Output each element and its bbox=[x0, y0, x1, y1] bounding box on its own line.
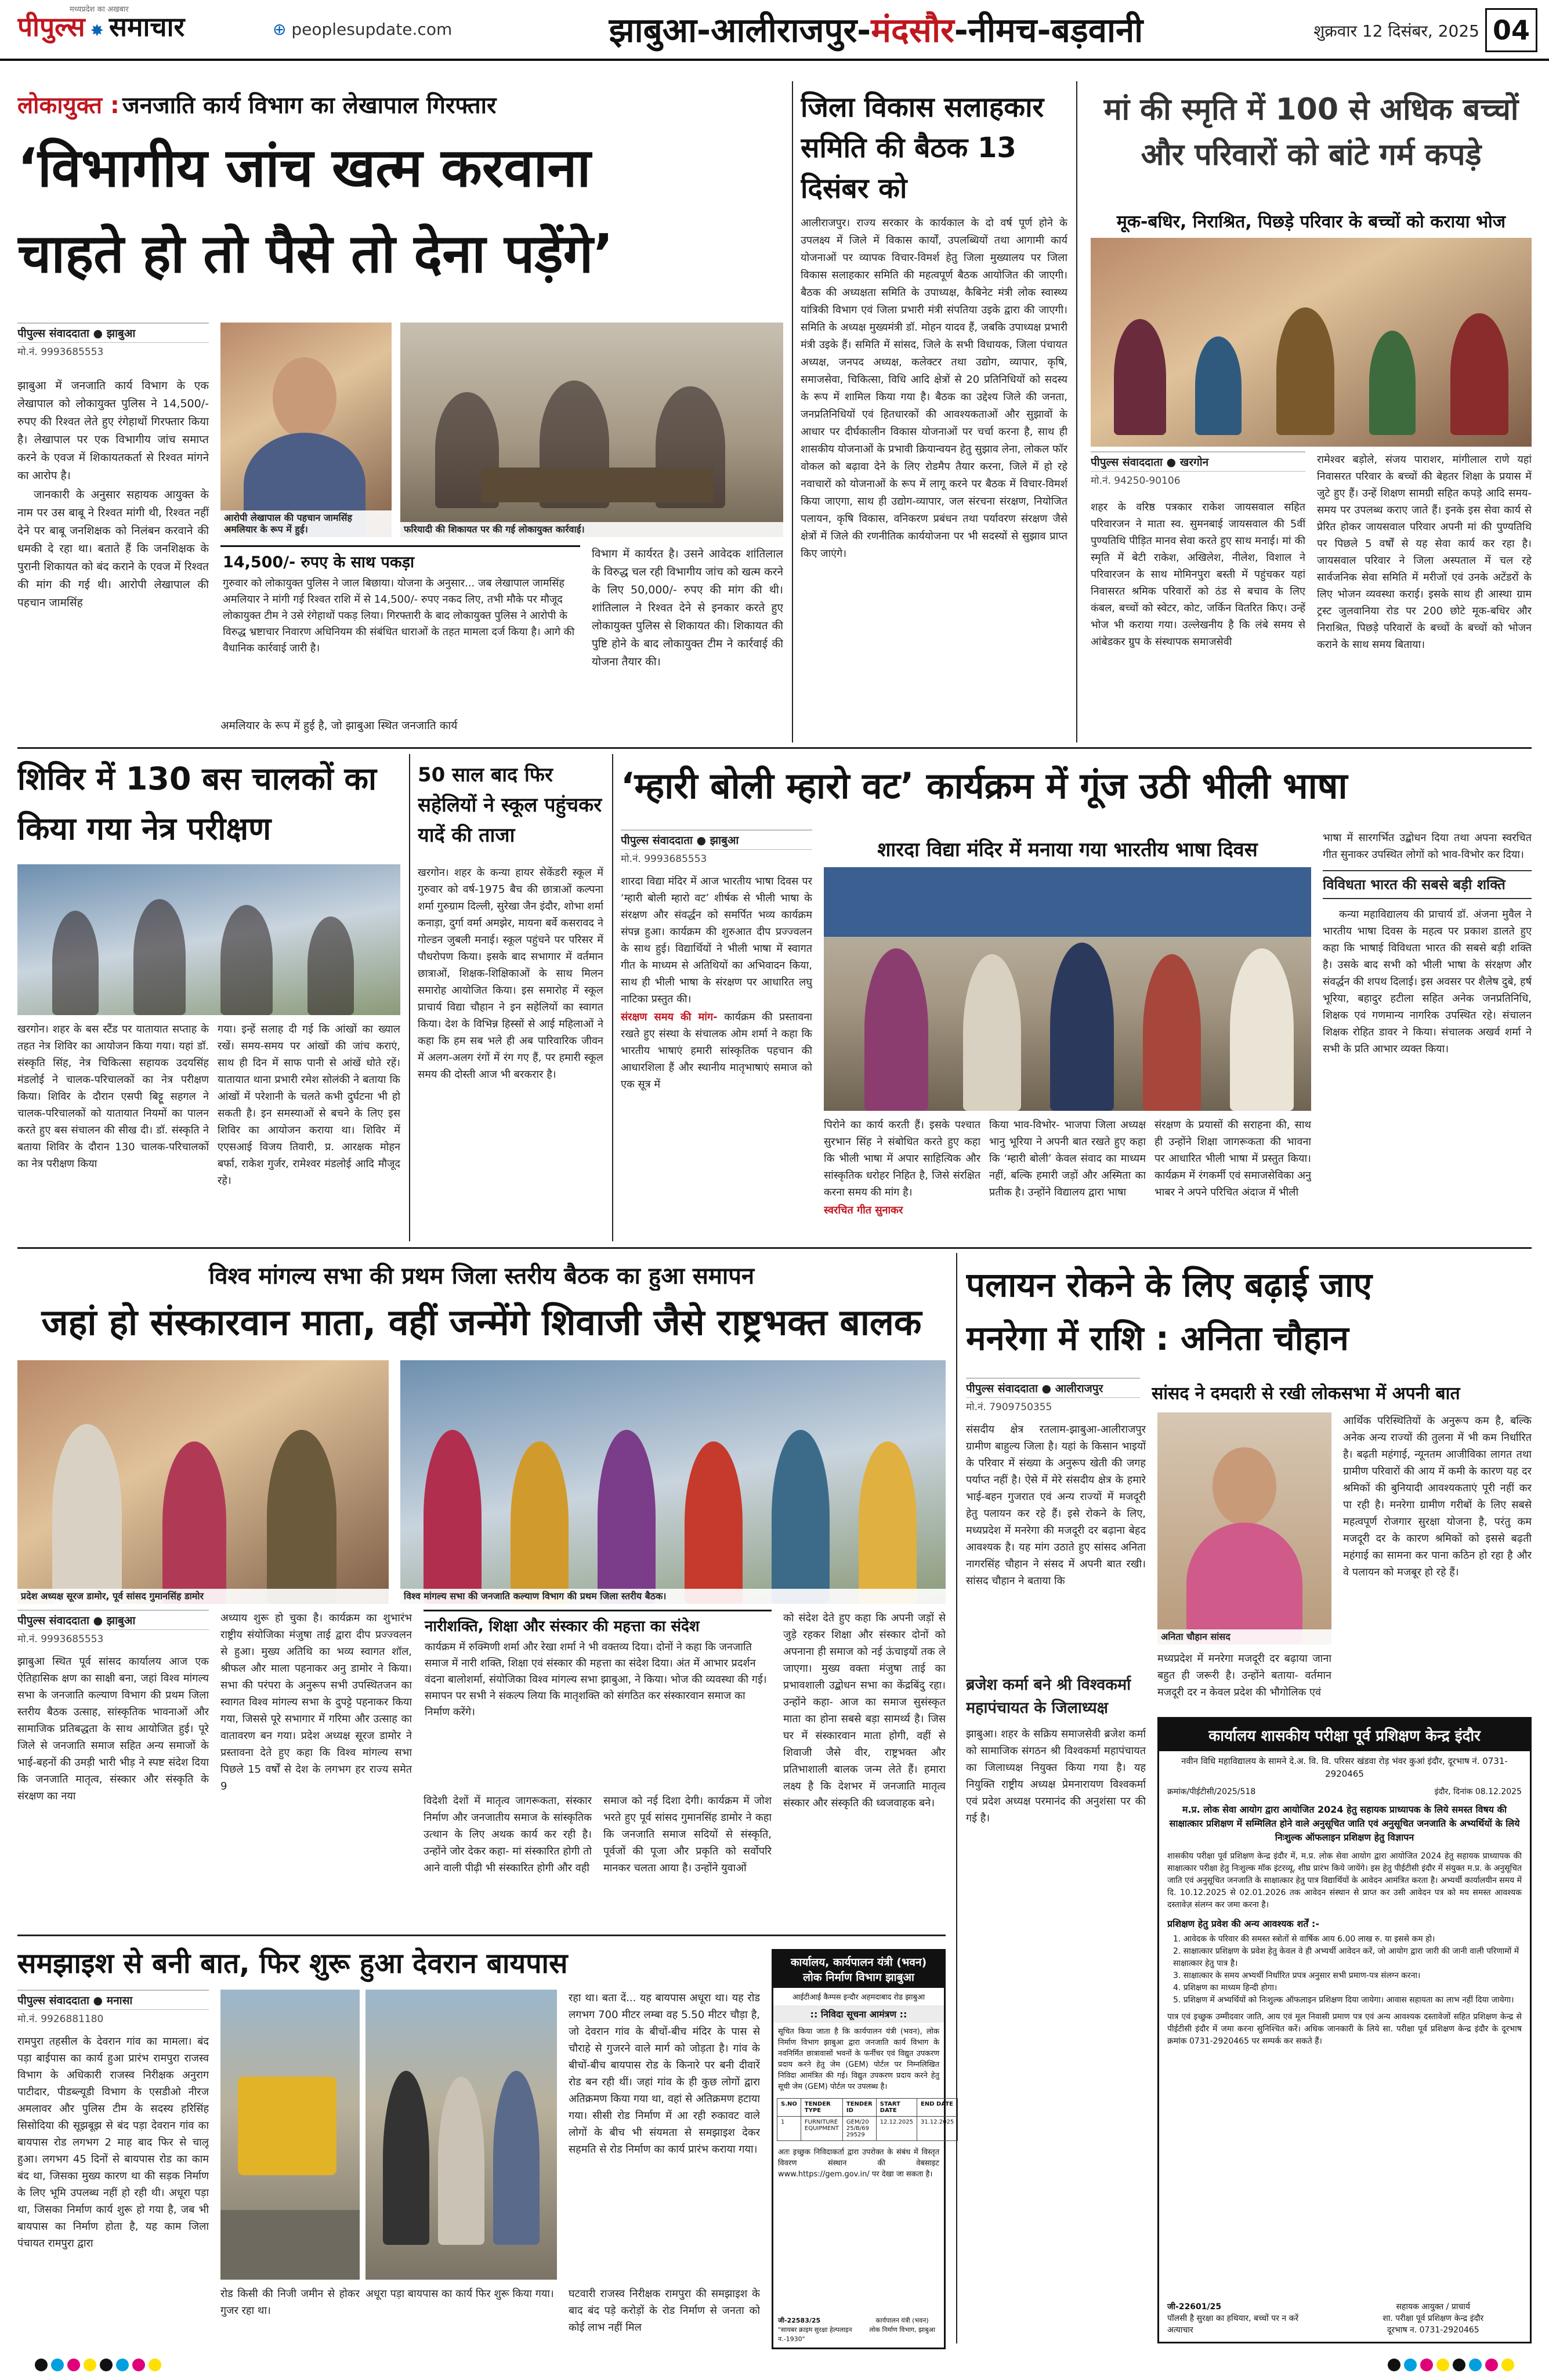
pariksha-notice-head: म.प्र. लोक सेवा आयोग द्वारा आयोजित 2024 हेतु सहायक प्राध्यापक के लिये समस्त विषय की साक्षात्कार प्रशिक्षण में सम्मिलित होने वाले अनुसूचित जाति एवं अनुसूचित जनजाति के अभ्यर्थियों के लिये निःशुल्क ऑफलाइन प्रशिक्षण हेतु विज्ञापन bbox=[1169, 1804, 1520, 1843]
bhili-col-1-text: शारदा विद्या मंदिर में आज भारतीय भाषा दिवस पर ‘म्हारी बोली म्हारो वट’ शीर्षक से भीली भाषा के संरक्षण और संवर्द्धन को समर्पित भव्य कार्यक्रम संपन्न हुआ। कार्यक्रम की शुरुआत दीप प्रज्ज्वलन के साथ हुई। विद्यार्थियों ने भीली भाषा में स्वागत गीत के माध्यम से अतिथियों का अभिवादन किया, साथ ही भीली भाषा के संरक्षण पर आधारित लघु नाटिका प्रस्तुत की। bbox=[621, 875, 812, 1005]
lokayukt-col-1-text: झाबुआ में जनजाति कार्य विभाग के एक लेखापाल को लोकायुक्त पुलिस ने 14,500/- रुपए की रिश्वत लेते हुए रंगेहाथों गिरफ्तार किया है। लेखापाल पर एक विभागीय जांच समाप्त करने के एवज में शिकायतकर्ता से रिश्वत मांगने का आरोप है। bbox=[17, 379, 209, 482]
bhili-col-3: किया भाव-विभोर- भाजपा जिला अध्यक्ष भानु भूरिया ने अपनी बात रखते हुए कहा कि ‘म्हारी बोली’ केवल संवाद का माध्यम नहीं, बल्कि हमारी जड़ों और अस्मिता का प्रतीक है। उन्होंने विद्यालय द्वारा भाषा bbox=[989, 1119, 1146, 1198]
lok-title-2: लोक निर्माण विभाग झाबुआ bbox=[773, 1969, 944, 1988]
website-text: peoplesupdate.com bbox=[291, 20, 453, 39]
table-header-cell: START DATE bbox=[876, 2099, 917, 2117]
table-row bbox=[777, 2117, 958, 2141]
pariksha-rule: 5. प्रशिक्षण में अभ्यर्थियों को निःशुल्क ऑफलाइन प्रशिक्षण दिया जायेगा। आवास सहायता का लाभ नहीं दिया जायेगा। bbox=[1173, 1995, 1514, 2005]
mangalya-byline: पीपुल्स संवाददाता ● झाबुआ bbox=[17, 1610, 209, 1630]
divider bbox=[956, 1253, 957, 2343]
person-figure bbox=[598, 1430, 656, 1604]
mangalya-col-1: झाबुआ स्थित पूर्व सांसद कार्यालय आज एक ऐतिहासिक क्षण का साक्षी बना, जहां विश्व मांगल्य सभा के जनजाति कल्याण विभाग की प्रथम जिला स्तरीय बैठक उत्साह, सांस्कृतिक भावनाओं और सामाजिक प्रतिबद्धता के साथ आयोजित हुई। पूरे जिले से जनजाति समाज सहित अन्य समाजों के भाई-बहनों की उमड़ी भारी भीड़ ने स्पष्ट संदेश दिया कि जनजाति मातृत्व, संस्कार और संस्कृति के संरक्षण का नया bbox=[17, 1656, 209, 1802]
cmyk-dot bbox=[84, 2359, 96, 2371]
person-figure bbox=[1195, 336, 1242, 435]
bhili-sub-1: संरक्षण समय की मांग- bbox=[621, 1011, 718, 1023]
bhili-headline: ‘म्हारी बोली म्हारो वट’ कार्यक्रम में गूंज उठी भीली भाषा bbox=[621, 765, 1348, 807]
pariksha-rules-list bbox=[1159, 1933, 1530, 2006]
mangalya-headline: जहां हो संस्कारवान माता, वहीं जन्मेंगे शिवाजी जैसे राष्ट्रभक्त बालक bbox=[41, 1301, 922, 1343]
bhili-col-1b-text: कार्यक्रम की प्रस्तावना रखते हुए संस्था के संचालक ओम शर्मा ने कहा कि भारतीय भाषाएं हमारी सांस्कृतिक पहचान की आधारशिला हैं और स्थानीय मातृभाषाएं समाज को एक सूत्र में bbox=[621, 1011, 812, 1091]
person-figure bbox=[52, 1424, 122, 1604]
lok-title-1: कार्यालय, कार्यपालन यंत्री (भवन) bbox=[773, 1951, 944, 1969]
globe-icon: ⊕ bbox=[273, 20, 292, 39]
pariksha-left-sign bbox=[1167, 2301, 1327, 2336]
table-cell: GEM/2025/B/6929529 bbox=[842, 2117, 876, 2141]
mangalya-photo-2-caption: विश्व मांगल्य सभा की जनजाति कल्याण विभाग की प्रथम जिला स्तरीय बैठक। bbox=[400, 1589, 946, 1604]
bhili-sub-3: विविधता भारत की सबसे बड़ी शक्ति bbox=[1323, 870, 1532, 899]
maa-col-1: शहर के वरिष्ठ पत्रकार राकेश जायसवाल सहित परिवारजन ने माता स्व. सुमनबाई जायसवाल की 5वीं पुण्यतिथि पीड़ित मानव सेवा करते हुए साथ मनाई। मां की स्मृति में बेटी राकेश, अखिलेश, नीलेश, विशाल ने परिवारजन के साथ मोमिनपुरा बस्ती में पहुंचकर यहां निवासरत श्रमिक परिवारों को ठंड से बचाव के लिए कंबल, बच्चों को स्वेटर, कोट, जर्किन वितरित किए। उन्हें भोज भी कराया गया। उल्लेखनीय है कि लंबे समय से आंबेडकर ग्रुप के संस्थापक समाजसेवी bbox=[1091, 501, 1305, 648]
table-header-cell: TENDER ID bbox=[842, 2099, 876, 2117]
person-figure bbox=[52, 911, 99, 1015]
mangalya-inset-text: कार्यक्रम में रुक्मिणी शर्मा और रेखा शर्मा ने भी वक्तव्य दिया। दोनों ने कहा कि जनजाति समाज में नारी शक्ति, शिक्षा एवं संस्कार की महत्ता का संदेश दिया। अंत में आभार प्रदर्शन वंदना बालोशर्मा, संयोजिका विश्व मांगल्य सभा झाबुआ, ने किया। भोज की व्यवस्था की गई। समापन पर सभी ने संकल्प लिया कि मातृशक्ति को संगठित कर संस्कारवान समाज का निर्माण करेंगे। bbox=[425, 1641, 767, 1718]
person-figure bbox=[1230, 948, 1294, 1111]
manrega-byline: पीपुल्स संवाददाता ● आलीराजपुर bbox=[966, 1378, 1140, 1398]
zila-body: आलीराजपुर। राज्य सरकार के कार्यकाल के दो वर्ष पूर्ण होने के उपलक्ष्य में जिले में विकास कार्यों, उपलब्धियों तथा आगामी कार्य योजनाओं पर व्यापक विचार-विमर्श हेतु जिला मुख्यालय पर जिला विकास सलाहकार समिति की महत्वपूर्ण बैठक आयोजित की जाएगी। बैठक की अध्यक्षता समिति के उपाध्यक्ष, कैबिनेट मंत्री लोक स्वास्थ्य यांत्रिकी विभाग एवं जिला प्रभारी मंत्री संपतिया उइके द्वारा की जाएगी। समिति के अध्यक्ष मुख्यमंत्री डॉ. मोहन यादव हैं, जबकि उपाध्यक्ष प्रभारी मंत्री उइके हैं। समिति में सांसद, जिले के सभी विधायक, जिला पंचायत अध्यक्ष, जनपद अध्यक्ष, कलेक्टर तथा उद्योग, व्यापार, कृषि, समाजसेवा, चिकित्सा, विधि आदि क्षेत्रों से 20 प्रतिनिधियों को सदस्य के रूप में शामिल किया गया है। बैठक का उद्देश्य जिले की जनता, जनप्रतिनिधियों एवं हितधारकों की आवश्यकताओं और सुझावों के आधार पर दीर्घकालीन विकास योजनाओं पर चर्चा करना है, साथ ही शासकीय योजनाओं के प्रभावी क्रियान्वयन हेतु सुझाव लेना, लोकल फॉर वोकल को बढ़ावा देने के लिए रोडमैप तैयार करना, जिले में हो रहे नवाचारों को योजनाओं के रूप में लागू करने पर बैठक में विचार-विमर्श किया जाएगा, साथ ही उद्योग-व्यापार, जल संरचना संरक्षण, नियोजित पलायन, कृषि विकास, वनिकरण प्रबंधन तथा पर्यावरण संरक्षण जैसे क्षेत्रों में जिले की रणनीतिक कार्ययोजना पर भी सदस्यों से सुझाव प्राप्त किए जाएंगे। bbox=[801, 217, 1067, 560]
person-figure bbox=[685, 1441, 743, 1604]
person-figure bbox=[162, 1441, 226, 1604]
manrega-col-2: आर्थिक परिस्थितियों के अनुरूप कम है, बल्कि अनेक अन्य राज्यों की तुलना में भी कम निर्धारित है। बढ़ती महंगाई, न्यूनतम आजीविका लागत तथा ग्रामीण परिवारों की आय में कमी के कारण यह दर श्रमिकों की बुनियादी आवश्यकताएं पूरी नहीं कर पा रही है। मनरेगा ग्रामीण गरीबों के लिए सबसे महत्वपूर्ण रोजगार सुरक्षा योजना है, परंतु कम मजदूरी दर के कारण श्रमिकों को इससे बढ़ती महंगाई का सामना कर पाना कठिन हो रहा है और वे पलायन को मजबूर हो रहे हैं। bbox=[1343, 1415, 1532, 1578]
table-header-cell: TENDER TYPE bbox=[801, 2099, 842, 2117]
devran-col-4: रहा था। बता दें... यह बायपास अधूरा था। यह रोड लगभग 700 मीटर लम्बा वह 5.50 मीटर चौड़ा है, जो देवरान गांव के बीचों-बीच मंदिर के पास से चौराहे से गुजरने वाले मार्ग को जोड़ता है। गांव के बीचों-बीच बायपास रोड के किनारे पर बनी दीवारें रोड बन रही थीं। जहां गांव के ही कुछ लोगों द्वारा अतिक्रमण किया गया था, वहां से अतिक्रमण हटाया गया। सीसी रोड निर्माण में आ रही रुकावट वाले लोगों के बीच भी संयमता से समझाइश देकर सहमति से रोड निर्माण का कार्य प्रारंभ कराया गया। bbox=[569, 1992, 760, 2156]
bhili-byline: पीपुल्स संवाददाता ● झाबुआ bbox=[621, 829, 812, 850]
manrega-headline-2: मनरेगा में राशि : अनिता चौहान bbox=[966, 1318, 1349, 1358]
person-figure bbox=[859, 1441, 917, 1604]
devran-byline: पीपुल्स संवाददाता ● मनासा bbox=[17, 1990, 209, 2010]
saheli-headline: 50 साल बाद फिर सहेलियों ने स्कूल पहुंचकर यादें की ताजा bbox=[418, 763, 602, 847]
accused-photo-caption: आरोपी लेखापाल की पहचान जामसिंह अमलियार के रूप में हुई। bbox=[220, 510, 392, 537]
cmyk-dot bbox=[1388, 2359, 1400, 2371]
maa-byline-block bbox=[1091, 451, 1305, 490]
region-c: -नीमच-बड़वानी bbox=[954, 10, 1143, 50]
lok-nivida: :: निविदा सूचना आमंत्रण :: bbox=[773, 2005, 944, 2023]
road-surface bbox=[220, 2210, 360, 2280]
pariksha-title: कार्यालय शासकीय परीक्षा पूर्व प्रशिक्षण केन्द्र इंदौर bbox=[1159, 1719, 1530, 1751]
lok-ji: जी-22583/25 bbox=[778, 2317, 821, 2324]
bhili-byline-block bbox=[621, 829, 812, 868]
divider bbox=[17, 747, 1532, 749]
region-b: मंदसौर bbox=[871, 10, 954, 50]
pariksha-rule: 2. साक्षात्कार प्रशिक्षण के प्रवेश हेतु केवल वे ही अभ्यर्थी आवेदन करें, जो आयोग द्वारा जारी की जानी वाली परिणामों में साक्षात्कार हेतु पात्र है। bbox=[1173, 1947, 1519, 1968]
shivir-headline: शिविर में 130 बस चालकों का किया गया नेत्र परीक्षण bbox=[17, 760, 377, 847]
bhili-sub-2: स्वरचित गीत सुनाकर bbox=[824, 1204, 903, 1216]
lokayukt-inset-box bbox=[220, 545, 580, 713]
lokayukt-byline: पीपुल्स संवाददाता ● झाबुआ bbox=[17, 323, 209, 343]
pariksha-ad bbox=[1157, 1717, 1532, 2343]
table-cell: 1 bbox=[777, 2117, 801, 2141]
cmyk-dot bbox=[1485, 2359, 1498, 2371]
brand-name: पीपुल्स bbox=[17, 11, 85, 42]
person-figure bbox=[772, 1430, 830, 1604]
region-title bbox=[493, 6, 1259, 52]
page-number: 04 bbox=[1485, 8, 1537, 52]
cmyk-dot bbox=[116, 2359, 129, 2371]
person-figure bbox=[1050, 943, 1114, 1111]
mangalya-col-5: को संदेश देते हुए कहा कि अपनी जड़ों से जुड़े रहकर शिक्षा और संस्कार दोनों को अपनाना ही समाज को नई ऊंचाइयों तक ले जाएगा। मुख्य वक्ता मंजुषा ताई का प्रभावशाली उद्बोधन सभा का केंद्रबिंदु रहा। उन्होंने कहा- आज का समाज सुसंस्कृत माता का होना सबसे बड़ा सामर्थ्य है। जिस घर में संस्कारवान माता होगी, वहीं से शिवाजी जैसे वीर, राष्ट्रभक्त और प्रतिभाशाली बालक जन्म लेते हैं। हमारा लक्ष्य है कि देशभर में जनजाति मातृत्व संस्कार और संस्कृति की ध्वजवाहक बने। bbox=[783, 1612, 946, 1809]
cmyk-dot bbox=[67, 2359, 80, 2371]
brajesh-headline: ब्रजेश कर्मा बने श्री विश्वकर्मा महापंचायत के जिलाध्यक्ष bbox=[966, 1676, 1131, 1717]
person-figure bbox=[1143, 954, 1201, 1111]
table-header-cell: S.NO bbox=[777, 2099, 801, 2117]
mangalya-mobile: मो.नं. 9993685553 bbox=[17, 1633, 104, 1645]
shivir-col-2: गया। इन्हें सलाह दी गई कि आंखों का ख्याल रखें। समय-समय पर आंखों की जांच कराएं, साथ ही दिन में साफ पानी से आंखें धोते रहें। यातायात थाना प्रभारी रमेश सोलंकी ने बताया कि आंखों में परेशानी के चलते कभी दुर्घटना भी हो सकती है। इन समस्याओं से बचने के लिए इस शिविर का आयोजन कराया था। शिविर में एएसआई विजय तिवारी, प्र. आरक्षक मोहन बर्फा, राकेश गुर्जर, रामेश्वर मंडलोई आदि मौजूद रहे। bbox=[218, 1023, 400, 1187]
maa-photo bbox=[1091, 238, 1532, 447]
divider bbox=[409, 754, 410, 1241]
lok-body: सूचित किया जाता है कि कार्यपालन यंत्री (भवन), लोक निर्माण विभाग झाबुआ द्वारा जनजाति कार्य विभाग के नवनिर्मित छात्रावासों भवनों के फर्नीचर एवं विद्युत उपकरण प्रदाय करने हेतु जेम (GEM) पोर्टल पर निम्नलिखित निविदा आमंत्रित की गई। विद्युत उपकरण प्रदाय करने हेतु सूची जेम (GEM) पोर्टल पर उपलब्ध है। bbox=[778, 2027, 939, 2091]
office-table bbox=[482, 468, 714, 502]
lokayukt-col-3: विभाग में कार्यरत है। उसने आवेदक शांतिलाल के विरुद्ध चल रही विभागीय जांच को खत्म करने के लिए 50,000/- रुपए की मांग की थी। शांतिलाल ने रिश्वत देने से इनकार करते हुए लोकायुक्त पुलिस से शिकायत की। शिकायत की पुष्टि होने के बाद लोकायुक्त टीम ने कार्रवाई की योजना तैयार की। bbox=[592, 548, 783, 668]
lok-sign-1: कार्यपालन यंत्री (भवन) bbox=[875, 2317, 929, 2324]
region-a: झाबुआ-आलीराजपुर- bbox=[609, 10, 871, 50]
cmyk-dot bbox=[51, 2359, 64, 2371]
pariksha-footer-text: पात्र एवं इच्छुक उम्मीदवार जाति, आय एवं मूल निवासी प्रमाण पत्र एवं अन्य आवश्यक दस्तावेजों सहित प्रशिक्षण केन्द्र से पीईटीसी इंदौर में जमा करना सुनिश्चित करें। अधिक जानकारी के लिये सा. परीक्षा पूर्व प्रशिक्षण केन्द्र इंदौर के दूरभाष क्रमांक 0731-2920465 पर सम्पर्क कर सकते हैं। bbox=[1167, 2012, 1522, 2046]
lokayukt-byline-block bbox=[17, 323, 209, 361]
cmyk-dot bbox=[132, 2359, 145, 2371]
lok-sign-2: लोक निर्माण विभाग, झाबुआ bbox=[869, 2326, 935, 2334]
pariksha-sig-2: शा. परीक्षा पूर्व प्रशिक्षण केन्द्र इंदौर bbox=[1382, 2314, 1484, 2323]
divider bbox=[612, 754, 613, 1241]
mangalya-photo-1 bbox=[17, 1360, 389, 1604]
lok-nirman-ad bbox=[772, 1949, 954, 2349]
brajesh-body: झाबुआ। शहर के सक्रिय समाजसेवी ब्रजेश कर्मा को सामाजिक संगठन श्री विश्वकर्मा महापंचायत का जिलाध्यक्ष नियुक्त किया गया है। यह नियुक्ति राष्ट्रीय अध्यक्ष प्रेमनारायण विश्वकर्मा एवं प्रदेश अध्यक्ष परमानंद की अनुशंसा पर की गई है। bbox=[966, 1728, 1146, 1824]
excavator bbox=[238, 2077, 336, 2175]
manrega-mobile: मो.नं. 7909750355 bbox=[966, 1401, 1052, 1413]
shivir-col-1: खरगोन। शहर के बस स्टैंड पर यातायात सप्ताह के तहत नेत्र शिविर का आयोजन किया गया। यहां डॉ. संस्कृति सिंह, नेत्र चिकित्सा सहायक उदयसिंह मंडलोई ने चालक-परिचालकों का नेत्र परीक्षण किया। शिविर के दौरान एसपी बिट्टू सहगल ने चालक-परिचालकों को यातायात नियमों का पालन करते हुए बस संचालन की सीख दी। डॉ. संस्कृति ने बताया शिविर के दौरान 130 चालक-परिचालकों का नेत्र परीक्षण किया bbox=[17, 1023, 209, 1170]
tender-table-header bbox=[777, 2099, 958, 2117]
bhili-col-4: संरक्षण के प्रयासों की सराहना की, साथ ही उन्होंने शिक्षा जागरूकता की भावना पर आधारित भीली भाषा में प्रस्तुत किया। कार्यक्रम में रंगकर्मी एवं समाजसेविका अनु भाबर ने अपने परिचित अंदाज में भीली bbox=[1154, 1119, 1311, 1198]
divider bbox=[1076, 81, 1077, 742]
manrega-photo-caption: अनिता चौहान सांसद bbox=[1157, 1629, 1331, 1644]
pariksha-ref-no: क्रमांक/पीईटीसी/2025/518 bbox=[1167, 1787, 1256, 1796]
bhili-col-2 bbox=[824, 1117, 980, 1241]
accused-face bbox=[273, 357, 336, 439]
stage-backdrop bbox=[824, 867, 1311, 937]
manrega-photo bbox=[1157, 1412, 1331, 1644]
table-cell: 31.12.2025 bbox=[917, 2117, 958, 2141]
tender-table bbox=[777, 2098, 958, 2141]
person-figure bbox=[963, 954, 1021, 1111]
lokayukt-kicker-red: लोकायुक्त : bbox=[17, 92, 120, 119]
mangalya-col-3: विदेशी देशों में मातृत्व जागरूकता, संस्कार निर्माण और जनजातीय समाज के सांस्कृतिक उत्थान के लिए अथक कार्य कर रही है। उन्होंने जोर देकर कहा- मां संस्कारित होगी तो आने वाली पीढ़ी भी संस्कारित होगी और वही bbox=[424, 1795, 592, 1874]
bhili-col-5-text: भाषा में सारगर्भित उद्बोधन दिया तथा अपना स्वरचित गीत सुनाकर उपस्थित लोगों को भाव-विभोर कर दिया। bbox=[1323, 832, 1532, 861]
cmyk-dot bbox=[100, 2359, 113, 2371]
lok-right bbox=[865, 2316, 939, 2344]
cmyk-dot bbox=[1469, 2359, 1482, 2371]
lok-address: आईटीआई कैम्पस इन्दौर अहमदाबाद रोड झाबुआ bbox=[792, 1993, 925, 2002]
masthead bbox=[0, 0, 1549, 61]
person-figure bbox=[424, 1430, 482, 1604]
manrega-headline-1: पलायन रोकने के लिए बढ़ाई जाए bbox=[966, 1265, 1372, 1305]
person-figure bbox=[511, 1441, 569, 1604]
table-header-cell: END DATE bbox=[917, 2099, 958, 2117]
maa-col-2: रामेश्वर बड़ोले, संजय पाराशर, मांगीलाल राणे यहां निवासरत परिवार के बच्चों की बेहतर शिक्षा के प्रयास में जुटे हुए हैं। उन्हें शिक्षण सामग्री सहित कपड़े आदि समय-समय पर उपलब्ध कराए जाते हैं। इनके इस सेवा कार्य से प्रेरित होकर जायसवाल परिवार अपनी मां की पुण्यतिथि पर पिछले 5 वर्षों से यह सेवा कार्य कर रहा है। जायसवाल परिवार ने जिला अस्पताल में चल रहे सार्वजनिक सेवा समिति में मरीजों एवं उनके अटेंडरों के लिए भोजन व्यवस्था कराई। इसके साथ ही आस्था ग्राम ट्रस्ट जुलवानिया रोड पर 200 छोटे मूक-बधिर और निराश्रित, पिछड़े परिवारों के बच्चों के बच्चों को भोजन कराने के साथ समय बिताया। bbox=[1317, 454, 1532, 651]
brand-name-2: समाचार bbox=[108, 11, 185, 42]
brand-logo bbox=[17, 8, 267, 50]
complaint-photo-caption: फरियादी की शिकायत पर की गई लोकायुक्त कार्रवाई। bbox=[400, 522, 783, 537]
pariksha-rule: 3. साक्षात्कार के समय अभ्यर्थी निर्धारित प्रपत्र अनुसार सभी प्रमाण-पत्र संलग्न करना। bbox=[1173, 1971, 1421, 1980]
person-figure bbox=[220, 905, 273, 1015]
cmyk-dot bbox=[1436, 2359, 1449, 2371]
lokayukt-col-1 bbox=[17, 377, 209, 719]
maa-byline: पीपुल्स संवाददाता ● खरगोन bbox=[1091, 451, 1305, 472]
lok-left bbox=[778, 2316, 859, 2344]
person-figure bbox=[864, 948, 928, 1111]
manrega-col-3: मध्यप्रदेश में मनरेगा मजदूरी दर बढ़ाया जाना बहुत ही जरूरी है। उन्होंने बताया- वर्तमान मजदूरी दर न केवल प्रदेश की भौगोलिक एवं bbox=[1157, 1653, 1331, 1698]
lokayukt-mobile: मो.नं. 9993685553 bbox=[17, 346, 104, 358]
maa-subhead: मूक-बधिर, निराश्रित, पिछड़े परिवार के बच्चों को कराया भोज bbox=[1116, 212, 1506, 232]
devran-col-1: रामपुरा तहसील के देवरान गांव का मामला। बंद पड़ा बाईपास का कार्य हुआ प्रारंभ रामपुरा राजस्व विभाग के अधिकारी राजस्व निरीक्षक अनुराग पाटीदार, पीडब्ल्यूडी विभाग के एसडीओ नीरज अमलावर और पुलिस टीम के सदस्य हरिसिंह सिसोदिया की सूझबूझ से बंद पड़ा देवरान गांव का बायपास रोड लगभग 2 माह बाद फिर से चालू हुआ। लगभग 45 दिनों से बायपास रोड का काम बंद था, जिसका मुख्य कारण था की सड़क निर्माण के लिए भूमि उपलब्ध नहीं हो रही थी। अधूरा पड़ा था, जिसका निर्माण कार्य शुरू हो गया है, जब भी बायपास का निर्माण होता है, यह काम जिला पंचायत रामपुरा द्वारा bbox=[17, 2035, 209, 2249]
divider bbox=[792, 81, 793, 742]
lokayukt-inset-text: गुरुवार को लोकायुक्त पुलिस ने जाल बिछाया। योजना के अनुसार... जब लेखापाल जामसिंह अमलियार ने मांगी गई रिश्वत राशि में से 14,500/- रुपए नकद लिए, तभी मौके पर मौजूद लोकायुक्त टीम ने उसे रंगेहाथों पकड़ लिया। गिरफ्तारी के बाद लोकायुक्त पुलिस ने आरोपी के विरुद्ध भ्रष्टाचार निवारण अधिनियम की संबंधित धाराओं के तहत मामला दर्ज किया है। आगे की वैधानिक कार्रवाई जारी है। bbox=[223, 577, 575, 654]
pariksha-ji: जी-22601/25 bbox=[1167, 2302, 1222, 2312]
saheli-body: खरगोन। शहर के कन्या हायर सेकेंडरी स्कूल में गुरुवार को वर्ष-1975 बैच की छात्राओं कल्पना शर्मा गुरुग्राम दिल्ली, सुरेखा जैन इंदौर, शोभा शर्मा कनाड़ा, दुर्गा वर्मा अमझेर, मायना बर्वे कसरावद ने गोल्डन जुबली मनाई। स्कूल पहुंचने पर परिसर में पौधरोपण किया। इसके बाद सभागार में वर्तमान छात्राओं, शिक्षक-शिक्षिकाओं के साथ मिलन समारोह आयोजित किया। इस समारोह में स्कूल प्राचार्य विद्या चौहान ने इन सहेलियों का स्वागत किया। देश के विभिन्न हिस्सों से आई महिलाओं ने कहा कि हम सब भले ही अब पारिवारिक जीवन में अलग-अलग रंगों में रंग गए हैं, पर हमारी स्कूल समय की दोस्ती आज भी बरकरार है। bbox=[418, 867, 603, 1081]
mangalya-photo-1-caption: प्रदेश अध्यक्ष सूरज डामोर, पूर्व सांसद गुमानसिंह डामोर bbox=[17, 1589, 389, 1604]
mangalya-byline-block bbox=[17, 1610, 209, 1649]
person-figure bbox=[1369, 331, 1416, 435]
mangalya-col-2: अध्याय शुरू हो चुका है। कार्यक्रम का शुभारंभ राष्ट्रीय संयोजिका मंजुषा ताई द्वारा दीप प्रज्ज्वलन से हुआ। मुख्य अतिथि का भव्य स्वागत शॉल, श्रीफल और माला पहनाकर अनु डामोर ने किया। सभा की परंपरा के अनुरूप सभी उपस्थितजन का स्वागत विश्व मांगल्य सभा के दुपट्टे पहनाकर किया गया, जिससे पूरे सभागार में गरिमा और उत्साह का वातावरण बन गया। प्रदेश अध्यक्ष सूरज डामोर ने प्रस्तावना देते हुए कहा कि विश्व मांगल्य सभा पिछले 15 वर्षों से देश के लगभग हर राज्य समेत 9 bbox=[220, 1612, 412, 1792]
complaint-photo bbox=[400, 323, 783, 537]
bhili-col-2-text: पिरोने का कार्य करती हैं। इसके पश्चात सुरभान सिंह ने संबोधित करते हुए कहा कि भीली भाषा में अपार साहित्यिक और सांस्कृतिक धरोहर निहित है, जिसे संरक्षित करना समय की मांग है। bbox=[824, 1119, 980, 1198]
devran-headline: समझाइश से बनी बात, फिर शुरू हुआ देवरान बायपास bbox=[17, 1947, 568, 1980]
lok-sign-row bbox=[773, 2316, 944, 2344]
lokayukt-inset-title: 14,500/- रुपए के साथ पकड़ा bbox=[223, 553, 415, 571]
lokayukt-headline-1: ‘विभागीय जांच खत्म करवाना bbox=[17, 137, 591, 199]
mangalya-kicker: विश्व मांगल्य सभा की प्रथम जिला स्तरीय बैठक का हुआ समापन bbox=[208, 1263, 755, 1289]
mangalya-inset bbox=[424, 1610, 772, 1789]
cmyk-dot bbox=[149, 2359, 161, 2371]
person-figure bbox=[267, 1430, 336, 1604]
maa-headline: मां की स्मृति में 100 से अधिक बच्चों और परिवारों को बांटे गर्म कपड़े bbox=[1103, 92, 1519, 172]
pariksha-sig-3: दूरभाष न. 0731-2920465 bbox=[1387, 2325, 1479, 2335]
lokayukt-kicker bbox=[17, 88, 783, 120]
table-cell: FURNITURE EQUIPMENT bbox=[801, 2117, 842, 2141]
pariksha-sign-row bbox=[1159, 2301, 1530, 2336]
divider bbox=[17, 1935, 946, 1936]
manrega-subhead: सांसद ने दमदारी से रखी लोकसभा में अपनी बात bbox=[1152, 1383, 1460, 1404]
issue-date: शुक्रवार 12 दिसंबर, 2025 bbox=[1313, 21, 1479, 41]
pariksha-ref-date: इंदौर, दिनांक 08.12.2025 bbox=[1434, 1787, 1522, 1796]
devran-mobile: मो.नं. 9926881180 bbox=[17, 2013, 104, 2025]
brand-star-icon: ✸ bbox=[85, 21, 109, 40]
cmyk-dot bbox=[1420, 2359, 1433, 2371]
pariksha-right-sign bbox=[1345, 2301, 1522, 2336]
zila-headline: जिला विकास सलाहकार समिति की बैठक 13 दिसंबर को bbox=[801, 91, 1044, 205]
bhili-photo-title: शारदा विद्या मंदिर में मनाया गया भारतीय भाषा दिवस bbox=[877, 838, 1258, 861]
pariksha-ref-row bbox=[1159, 1784, 1530, 1799]
devran-col-5: घटवारी राजस्व निरीक्षक रामपुरा की समझाइश के बाद बंद पड़े करोड़ों के रोड निर्माण से जनता को कोई लाभ नहीं मिल bbox=[569, 2288, 760, 2334]
devran-byline-block bbox=[17, 1990, 209, 2028]
mangalya-inset-title: नारीशक्ति, शिक्षा और संस्कार की महत्ता का संदेश bbox=[425, 1618, 700, 1635]
bhili-col-5 bbox=[1323, 829, 1532, 1241]
pariksha-notice-body: शासकीय परीक्षा पूर्व प्रशिक्षण केन्द्र इंदौर में, म.प्र. लोक सेवा आयोग द्वारा आयोजित 2024 हेतु सहायक प्राध्यापक की साक्षात्कार परीक्षा हेतु निःशुल्क मॉक इंटरव्यू, शीघ्र प्रारंभ किये जायेंगे। इस हेतु पीईटीसी इंदौर में संयुक्त म.प्र. के अनुसूचित जाति एवं अनुसूचित जनजाति के साक्षात्कार हेतु पात्र विद्यार्थियों के आवेदन आमंत्रित करता है। अभ्यर्थी कार्यालयीन समय में दि. 10.12.2025 से 02.01.2026 तक आवेदन संस्थान से प्राप्त कर उसी आवेदन पत्र को मय समस्त आवश्यक दस्तावेज़ संलग्न कर जमा करना है। bbox=[1167, 1852, 1522, 1910]
lokayukt-col-1b-text: जानकारी के अनुसार सहायक आयुक्त के नाम पर उस बाबू ने रिश्वत मांगी थी, रिश्वत नहीं देने पर बाबू जनशिक्षक को निलंबन करवाने की धमकी दे रहा था। बताते हैं कि जनशिक्षक के पुरानी शिकायत को बंद कराने के एवज में रिश्वत की मांग की गई थी। आरोपी लेखापाल की पहचान जामसिंह bbox=[17, 488, 209, 609]
accused-photo bbox=[220, 323, 392, 537]
table-cell: 12.12.2025 bbox=[876, 2117, 917, 2141]
bhili-col-1b bbox=[621, 1009, 812, 1093]
lok-footer: अतः इच्छुक निविदाकर्ता द्वारा उपरोक्त के संबंध में विस्तृत विवरण संस्थान की वेबसाइट www.https://gem.gov.in/ पर देखा जा सकता है। bbox=[778, 2148, 939, 2179]
cmyk-dot bbox=[1453, 2359, 1465, 2371]
devran-col-3: अधूरा पड़ा बायपास का कार्य फिर शुरू किया गया। bbox=[365, 2288, 554, 2300]
maa-mobile: मो.नं. 94250-90106 bbox=[1091, 475, 1181, 487]
devran-col-2: रोड किसी की निजी जमीन से होकर गुजर रहा था। bbox=[220, 2288, 360, 2317]
pariksha-slogan: पॉलसी है सुरक्षा का हथियार, बच्चों पर न करें अत्याचार bbox=[1167, 2314, 1299, 2335]
person-figure bbox=[307, 917, 354, 1015]
pariksha-rule: 4. प्रशिक्षण का माध्यम हिन्दी होगा। bbox=[1173, 1983, 1277, 1993]
bhili-mobile: मो.नं. 9993685553 bbox=[621, 853, 707, 865]
pariksha-rule: 1. आवेदक के परिवार की समस्त स्त्रोतों से वार्षिक आय 6.00 लाख रु. या इससे कम हो। bbox=[1173, 1935, 1435, 1944]
person-figure bbox=[493, 2071, 540, 2245]
cmyk-dot bbox=[1501, 2359, 1514, 2371]
bhili-col-5b-text: कन्या महाविद्यालय की प्राचार्य डॉ. अंजना मुवैल ने भारतीय भाषा दिवस के महत्व पर प्रकाश डालते हुए कहा कि भाषाई विविधता भारत की सबसे बड़ी शक्ति है। उसके बाद सभी को भीली भाषा के संरक्षण और संवर्द्धन की शपथ दिलाई। इस अवसर पर शैलेष दुबे, हर्ष भूरिया, बहादुर हटीला सहित अनेक जनप्रतिनिधि, शिक्षक एवं गणमान्य नागरिक उपस्थित रहे। संचालन शिक्षक रोहित डावर ने किया। संचालक अखर्व शर्मा ने सभी के प्रति आभार व्यक्त किया। bbox=[1323, 908, 1532, 1055]
person-figure bbox=[383, 2071, 429, 2245]
registration-bar-right bbox=[1305, 2359, 1514, 2372]
pariksha-address: नवीन विधि महाविद्यालय के सामने दे.अ. वि. वि. परिसर खंडवा रोड़ भंवर कुआं इंदौर, दूरभाष नं. 0731-2920465 bbox=[1181, 1756, 1508, 1779]
registration-bar-left bbox=[35, 2359, 244, 2372]
person-figure bbox=[1276, 307, 1334, 435]
manrega-col-1: संसदीय क्षेत्र रतलाम-झाबुआ-आलीराजपुर ग्रामीण बाहुल्य जिला है। यहां के किसान भाइयों के परिवार में संख्या के अनुरूप खेती की जगह पर्याप्त नहीं है। ऐसे में मेरे संसदीय क्षेत्र के हमारे भाई-बहन गुजरात एवं अन्य राज्यों में मजदूरी हेतु पलायन कर रहे हैं। इसे रोकने के लिए, मध्यप्रदेश में मनरेगा की मजदूरी दर बढ़ाना बेहद आवश्यक है। यह मांग उठाते हुए सांसद अनिता नागरसिंह चौहान ने संसद में अपनी बात रखी। सांसद चौहान ने बताया कि bbox=[966, 1423, 1146, 1587]
devran-photo-2 bbox=[365, 1990, 557, 2280]
lok-tag: "सायबर क्राइम सुरक्षा हेल्पलाइन न.-1930" bbox=[778, 2326, 852, 2343]
mangalya-col-4: समाज को नई दिशा देगी। कार्यक्रम में जोश भरते हुए पूर्व सांसद गुमानसिंह डामोर ने कहा कि जनजाति समाज सदियों से संस्कृति, पूर्वजों की पूजा और प्रकृति को सर्वोपरि मानकर चलता आया है। उन्होंने युवाओं bbox=[603, 1795, 772, 1874]
mangalya-photo-2 bbox=[400, 1360, 946, 1604]
person-figure bbox=[1114, 319, 1166, 435]
lokayukt-col-2: अमलियार के रूप में हुई है, जो झाबुआ स्थित जनजाति कार्य bbox=[220, 719, 458, 732]
manrega-byline-block bbox=[966, 1378, 1140, 1417]
cmyk-dot bbox=[35, 2359, 48, 2371]
website[interactable] bbox=[273, 20, 452, 39]
bhili-col-2b bbox=[824, 1202, 980, 1219]
mp-body bbox=[1186, 1523, 1302, 1644]
pariksha-rules-head: प्रशिक्षण हेतु प्रवेश की अन्य आवश्यक शर्तें :- bbox=[1167, 1918, 1319, 1929]
cmyk-dot bbox=[1404, 2359, 1417, 2371]
person-figure bbox=[133, 899, 186, 1015]
devran-photo-1 bbox=[220, 1990, 360, 2280]
bhili-photo bbox=[824, 867, 1311, 1111]
brand-tagline: मध्यप्रदेश का अखबार bbox=[70, 5, 129, 14]
bhili-col-1 bbox=[621, 873, 812, 1241]
person-figure bbox=[438, 2077, 484, 2245]
person-figure bbox=[1450, 313, 1508, 435]
mp-face bbox=[1213, 1447, 1276, 1526]
divider bbox=[17, 1247, 1532, 1249]
pariksha-sig-1: सहायक आयुक्त / प्राचार्य bbox=[1396, 2302, 1471, 2312]
lokayukt-kicker-black: जनजाति कार्य विभाग का लेखापाल गिरफ्तार bbox=[122, 92, 497, 119]
shivir-photo bbox=[17, 864, 400, 1015]
lokayukt-headline-2: चाहते हो तो पैसे तो देना पड़ेंगे’ bbox=[17, 223, 614, 285]
